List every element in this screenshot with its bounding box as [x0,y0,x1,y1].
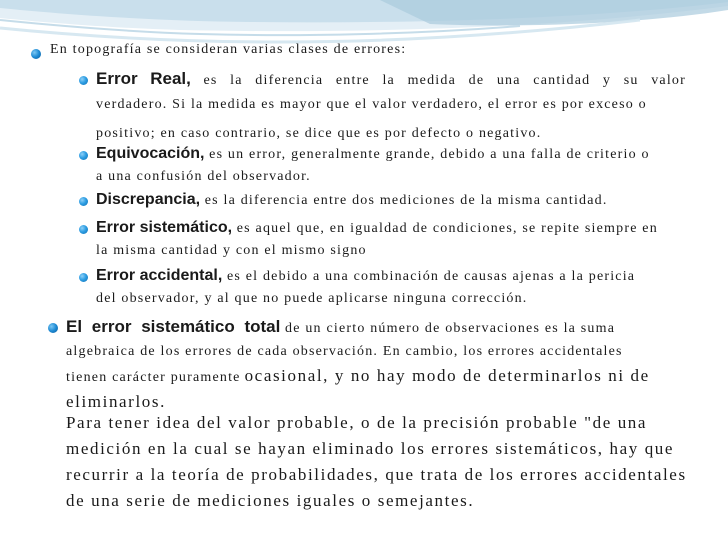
list-item-error-accidental [96,265,686,310]
item-line [96,189,686,212]
term-label: Equivocación, [96,145,205,162]
probability-paragraph [66,410,686,514]
bullet-icon [79,151,88,160]
total-line: algebraica de los errores de cada observación. En cambio, los errores accidentales [66,344,623,359]
paragraph-line: de una serie de mediciones iguales o semejantes. [66,491,475,510]
item-line: a una confusión del observador. [96,169,311,184]
list-item-error-sistematico [96,217,686,262]
item-text: es un error, generalmente grande, debido a una falla de criterio o [209,147,650,162]
total-text: ocasional, y no hay modo de determinarlos ni de [244,366,650,385]
item-text: es el debido a una combinación de causas ajenas a la pericia [226,269,636,284]
list-item-error-real [96,68,686,146]
bullet-icon [79,76,88,85]
paragraph-line: recurrir a la teoría de probabilidades, que trata de los errores accidentales [66,465,687,484]
item-line [96,265,686,288]
term-label: Error Real, [96,69,191,88]
term-label: Error accidental, [96,267,223,284]
item-line: verdadero. Si la medida es mayor que el valor verdadero, el error es por exceso o [96,97,647,112]
total-text: tienen carácter puramente [66,370,241,385]
intro-text: En topografía se consideran varias clases de errores: [50,42,407,57]
item-text: es la diferencia entre la medida de una cantidad y su valor [203,73,686,88]
item-line: la misma cantidad y con el mismo signo [96,243,367,258]
term-label: El error sistemático total [66,317,281,336]
list-item-equivocacion [96,143,686,188]
item-line [96,68,686,92]
item-text: es aquel que, en igualdad de condiciones, se repite siempre en [236,221,658,236]
paragraph-line: medición en la cual se hayan eliminado los errores sistemáticos, hay que [66,439,675,458]
bullet-icon [79,273,88,282]
intro-item [50,42,686,58]
item-line [96,143,686,166]
item-line: positivo; en caso contrario, se dice que es por defecto o negativo. [96,126,542,141]
bullet-icon [79,197,88,206]
term-label: Error sistemático, [96,219,233,236]
term-label: Discrepancia, [96,191,201,208]
paragraph-line: Para tener idea del valor probable, o de la precisión probable "de una [66,413,648,432]
total-error-item [66,316,686,414]
item-line [96,217,686,240]
total-line [66,316,686,340]
item-line: del observador, y al que no puede aplicarse ninguna corrección. [96,291,528,306]
total-line [66,364,686,390]
bullet-icon [79,225,88,234]
total-text: de un cierto número de observaciones es la suma [285,321,616,336]
bullet-icon [48,323,58,333]
total-line: eliminarlos. [66,392,166,411]
item-text: es la diferencia entre dos mediciones de la misma cantidad. [204,193,608,208]
bullet-icon [31,49,41,59]
list-item-discrepancia [96,189,686,212]
